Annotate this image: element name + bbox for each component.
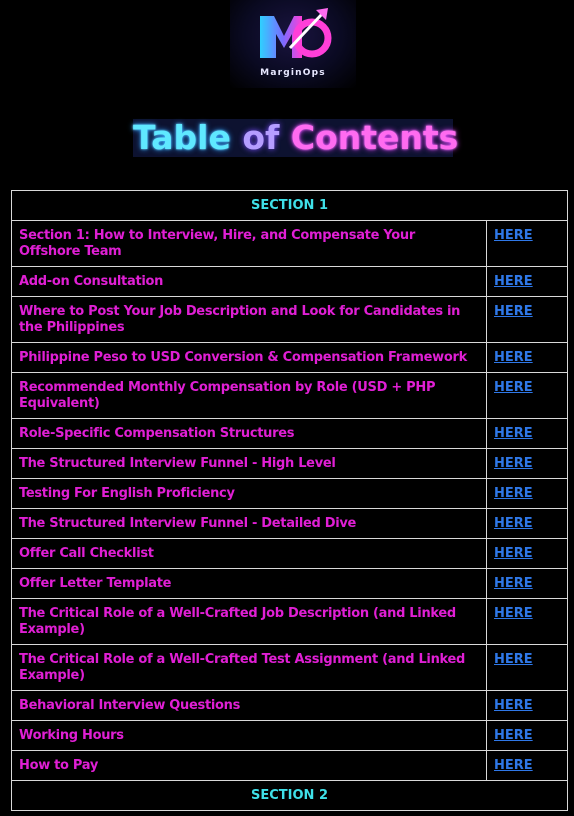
toc-here-link[interactable]: HERE xyxy=(494,758,533,773)
toc-row xyxy=(12,373,568,419)
toc-row xyxy=(12,691,568,721)
toc-entry-title: Offer Letter Template xyxy=(12,569,487,599)
toc-here-link[interactable]: HERE xyxy=(494,350,533,365)
toc-entry-title: Where to Post Your Job Description and Look for Candidates in the Philippines xyxy=(12,297,487,343)
toc-link-cell xyxy=(487,599,568,645)
brand-name: MarginOps xyxy=(260,68,326,78)
toc-link-cell xyxy=(487,645,568,691)
mo-logo-icon xyxy=(230,0,356,70)
toc-entry-title: The Structured Interview Funnel - High Level xyxy=(12,449,487,479)
toc-row xyxy=(12,479,568,509)
toc-link-cell xyxy=(487,721,568,751)
toc-here-link[interactable]: HERE xyxy=(494,652,533,667)
toc-here-link[interactable]: HERE xyxy=(494,728,533,743)
title-word-contents: Contents xyxy=(290,118,459,157)
toc-link-cell xyxy=(487,373,568,419)
title-word-table: Table xyxy=(133,118,231,157)
toc-row xyxy=(12,751,568,781)
toc-row xyxy=(12,297,568,343)
toc-row xyxy=(12,509,568,539)
toc-entry-title: Behavioral Interview Questions xyxy=(12,691,487,721)
toc-row xyxy=(12,267,568,297)
toc-row xyxy=(12,221,568,267)
section-2-header: SECTION 2 xyxy=(12,781,568,811)
toc-entry-title: Add-on Consultation xyxy=(12,267,487,297)
toc-link-cell xyxy=(487,539,568,569)
page-title-banner xyxy=(133,118,459,157)
toc-here-link[interactable]: HERE xyxy=(494,516,533,531)
toc-link-cell xyxy=(487,297,568,343)
toc-link-cell xyxy=(487,221,568,267)
toc-entry-title: Working Hours xyxy=(12,721,487,751)
toc-here-link[interactable]: HERE xyxy=(494,456,533,471)
toc-entry-title: The Critical Role of a Well-Crafted Job Description (and Linked Example) xyxy=(12,599,487,645)
toc-link-cell xyxy=(487,343,568,373)
toc-here-link[interactable]: HERE xyxy=(494,304,533,319)
toc-here-link[interactable]: HERE xyxy=(494,380,533,395)
toc-row xyxy=(12,599,568,645)
title-word-of: of xyxy=(242,118,280,157)
brand-logo xyxy=(230,0,356,88)
toc-row xyxy=(12,569,568,599)
section-1-header: SECTION 1 xyxy=(12,191,568,221)
toc-entry-title: The Critical Role of a Well-Crafted Test Assignment (and Linked Example) xyxy=(12,645,487,691)
toc-entry-title: The Structured Interview Funnel - Detailed Dive xyxy=(12,509,487,539)
section-header-row xyxy=(12,191,568,221)
toc-here-link[interactable]: HERE xyxy=(494,274,533,289)
toc-here-link[interactable]: HERE xyxy=(494,606,533,621)
page-title xyxy=(133,118,459,157)
toc-here-link[interactable]: HERE xyxy=(494,426,533,441)
toc-entry-title: Role-Specific Compensation Structures xyxy=(12,419,487,449)
toc-here-link[interactable]: HERE xyxy=(494,576,533,591)
toc-row xyxy=(12,721,568,751)
toc-link-cell xyxy=(487,267,568,297)
toc-row xyxy=(12,419,568,449)
toc-link-cell xyxy=(487,479,568,509)
toc-here-link[interactable]: HERE xyxy=(494,698,533,713)
toc-row xyxy=(12,539,568,569)
toc-row xyxy=(12,449,568,479)
toc-entry-title: Testing For English Proficiency xyxy=(12,479,487,509)
toc-here-link[interactable]: HERE xyxy=(494,228,533,243)
toc-table xyxy=(11,190,568,811)
toc-link-cell xyxy=(487,419,568,449)
toc-link-cell xyxy=(487,569,568,599)
toc-row xyxy=(12,645,568,691)
toc-link-cell xyxy=(487,691,568,721)
toc-link-cell xyxy=(487,751,568,781)
section-header-row xyxy=(12,781,568,811)
toc-entry-title: Recommended Monthly Compensation by Role (USD + PHP Equivalent) xyxy=(12,373,487,419)
toc-entry-title: Section 1: How to Interview, Hire, and Compensate Your Offshore Team xyxy=(12,221,487,267)
toc-here-link[interactable]: HERE xyxy=(494,486,533,501)
toc-entry-title: Offer Call Checklist xyxy=(12,539,487,569)
toc-link-cell xyxy=(487,449,568,479)
toc-entry-title: How to Pay xyxy=(12,751,487,781)
toc-here-link[interactable]: HERE xyxy=(494,546,533,561)
toc-entry-title: Philippine Peso to USD Conversion & Compensation Framework xyxy=(12,343,487,373)
toc-link-cell xyxy=(487,509,568,539)
toc-row xyxy=(12,343,568,373)
